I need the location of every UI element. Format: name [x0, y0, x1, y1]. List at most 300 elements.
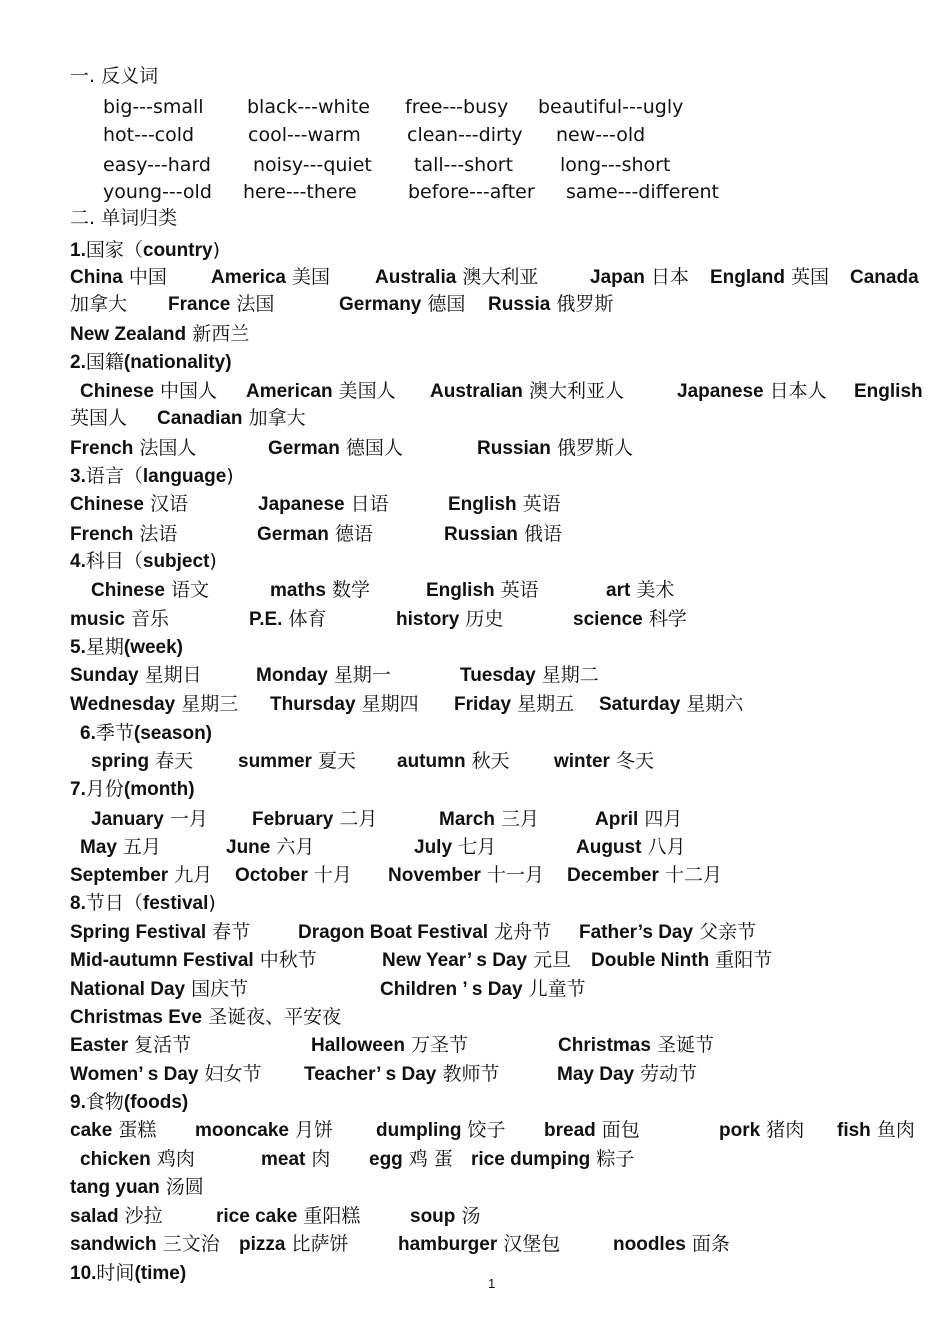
chinese-meaning: 德语 — [334, 523, 373, 545]
english-word: Tuesday — [460, 665, 536, 686]
chinese-meaning: 国庆节 — [191, 978, 249, 1000]
word-entry — [558, 1031, 714, 1060]
chinese-meaning: 八月 — [647, 836, 686, 858]
category-heading — [70, 236, 220, 265]
word-entry — [591, 946, 772, 975]
chinese-meaning: 蛋糕 — [118, 1119, 157, 1141]
chinese-meaning: 圣诞夜、平安夜 — [208, 1006, 342, 1028]
chinese-meaning: 月饼 — [295, 1119, 334, 1141]
word-entry — [426, 576, 539, 605]
english-word: French — [70, 524, 134, 545]
word-entry — [677, 377, 827, 406]
heading-english: (time) — [134, 1263, 187, 1284]
word-entry — [270, 690, 419, 719]
word-entry — [410, 1202, 480, 1231]
word-entry — [544, 1116, 640, 1145]
heading-chinese: ) — [209, 550, 217, 572]
chinese-meaning: 秋天 — [471, 750, 510, 772]
english-word: American — [246, 381, 333, 402]
word-entry — [70, 1060, 262, 1089]
chinese-meaning: 五月 — [123, 836, 162, 858]
word-entry — [311, 1031, 468, 1060]
word-entry — [70, 434, 196, 463]
chinese-meaning: 数学 — [332, 579, 371, 601]
english-word: Mid-autumn Festival — [70, 950, 254, 971]
word-entry — [854, 377, 923, 406]
english-word: rice dumping — [471, 1149, 591, 1170]
chinese-meaning: 春节 — [212, 921, 251, 943]
word-entry — [538, 93, 683, 121]
chinese-meaning: 历史 — [465, 608, 504, 630]
category-heading — [70, 1259, 186, 1288]
word-entry — [258, 490, 389, 519]
english-word: Japan — [590, 267, 645, 288]
chinese-meaning: 汤圆 — [165, 1176, 204, 1198]
chinese-meaning: 十月 — [313, 864, 352, 886]
english-word: salad — [70, 1206, 119, 1227]
word-entry — [70, 1003, 341, 1032]
chinese-meaning: 日语 — [350, 493, 389, 515]
english-word: Australian — [430, 381, 523, 402]
section-heading: hot---cold — [103, 124, 195, 146]
chinese-meaning: 英语 — [522, 493, 561, 515]
english-word: Father’s Day — [579, 922, 694, 943]
word-entry — [103, 178, 212, 206]
word-entry — [448, 490, 561, 519]
english-word: dumpling — [376, 1120, 462, 1141]
word-entry — [70, 1031, 191, 1060]
chinese-meaning: 三文治 — [162, 1233, 220, 1255]
section-heading: black---white — [247, 96, 370, 118]
chinese-meaning: 俄语 — [523, 523, 562, 545]
english-word: Russian — [444, 524, 518, 545]
english-word: hamburger — [398, 1234, 498, 1255]
word-entry — [70, 1230, 220, 1259]
chinese-meaning: 英国人 — [70, 407, 128, 429]
chinese-meaning: 汉堡包 — [503, 1233, 561, 1255]
english-word: meat — [261, 1149, 306, 1170]
chinese-meaning: 星期二 — [541, 664, 599, 686]
chinese-meaning: 美国 — [292, 266, 331, 288]
word-entry — [590, 263, 689, 292]
chinese-meaning: 一月 — [169, 808, 208, 830]
heading-english: subject — [142, 551, 210, 572]
chinese-meaning: 日本 — [650, 266, 689, 288]
english-word: Spring Festival — [70, 922, 207, 943]
section-heading: new---old — [556, 124, 646, 146]
word-entry — [239, 1230, 349, 1259]
chinese-meaning: 万圣节 — [411, 1034, 469, 1056]
heading-english: 1. — [70, 240, 86, 261]
english-word: March — [439, 809, 495, 830]
word-entry — [375, 263, 538, 292]
chinese-meaning: 英语 — [500, 579, 539, 601]
word-entry — [850, 263, 919, 292]
chinese-meaning: 澳大利亚人 — [528, 380, 624, 402]
section-heading: here---there — [243, 181, 357, 203]
page-number: 1 — [488, 1276, 496, 1291]
english-word: America — [211, 267, 286, 288]
chinese-meaning: 加拿大 — [248, 407, 306, 429]
english-word: autumn — [397, 751, 466, 772]
word-entry — [576, 833, 686, 862]
section-heading: 二. 单词归类 — [70, 207, 178, 229]
word-entry — [268, 434, 403, 463]
word-entry — [439, 805, 539, 834]
word-entry — [70, 490, 188, 519]
english-word: Wednesday — [70, 694, 176, 715]
chinese-meaning: 澳大利亚 — [462, 266, 539, 288]
word-entry — [70, 290, 127, 319]
chinese-meaning: 中国 — [128, 266, 167, 288]
chinese-meaning: 德国人 — [345, 437, 403, 459]
chinese-meaning: 教师节 — [442, 1063, 500, 1085]
english-word: Japanese — [677, 381, 764, 402]
english-word: winter — [554, 751, 610, 772]
heading-chinese: 食物 — [85, 1091, 124, 1113]
chinese-meaning: 妇女节 — [204, 1063, 262, 1085]
english-word: France — [168, 294, 231, 315]
word-entry — [235, 861, 352, 890]
english-word: Chinese — [91, 580, 165, 601]
chinese-meaning: 英国 — [791, 266, 830, 288]
heading-english: (month) — [123, 779, 195, 800]
chinese-meaning: 鸡 蛋 — [408, 1148, 453, 1170]
english-word: Sunday — [70, 665, 139, 686]
chinese-meaning: 九月 — [174, 864, 213, 886]
word-entry — [103, 151, 211, 179]
english-word: Halloween — [311, 1035, 405, 1056]
chinese-meaning: 语文 — [170, 579, 209, 601]
word-entry — [238, 747, 356, 776]
word-entry — [261, 1145, 330, 1174]
english-word: maths — [270, 580, 326, 601]
chinese-meaning: 六月 — [276, 836, 315, 858]
english-word: November — [388, 865, 481, 886]
word-entry — [298, 918, 551, 947]
english-word: French — [70, 438, 134, 459]
category-heading — [70, 775, 195, 804]
word-entry — [398, 1230, 560, 1259]
word-entry — [168, 290, 274, 319]
english-word: Germany — [339, 294, 422, 315]
word-entry — [70, 62, 158, 90]
word-entry — [414, 151, 513, 179]
english-word: sandwich — [70, 1234, 157, 1255]
chinese-meaning: 夏天 — [317, 750, 356, 772]
heading-english: 3. — [70, 466, 86, 487]
heading-english: (nationality) — [123, 352, 232, 373]
chinese-meaning: 法国 — [236, 293, 275, 315]
section-heading: tall---short — [414, 154, 514, 176]
chinese-meaning: 重阳节 — [715, 949, 773, 971]
word-entry — [304, 1060, 499, 1089]
chinese-meaning: 新西兰 — [192, 323, 250, 345]
english-word: Thursday — [270, 694, 356, 715]
word-entry — [248, 121, 361, 149]
word-entry — [70, 204, 177, 232]
word-entry — [599, 690, 743, 719]
chinese-meaning: 儿童节 — [528, 978, 586, 1000]
word-entry — [388, 861, 544, 890]
category-heading — [70, 889, 216, 918]
english-word: P.E. — [249, 609, 283, 630]
word-entry — [91, 747, 193, 776]
english-word: Canada — [850, 267, 919, 288]
english-word: Australia — [375, 267, 457, 288]
word-entry — [70, 520, 177, 549]
chinese-meaning: 四月 — [644, 808, 683, 830]
english-word: June — [226, 837, 271, 858]
english-word: English — [854, 381, 923, 402]
word-entry — [407, 121, 523, 149]
chinese-meaning: 面包 — [601, 1119, 640, 1141]
word-entry — [70, 975, 248, 1004]
heading-chinese: 国家（ — [85, 239, 143, 261]
english-word: Easter — [70, 1035, 129, 1056]
english-word: Saturday — [599, 694, 681, 715]
chinese-meaning: 星期五 — [517, 693, 575, 715]
chinese-meaning: 加拿大 — [70, 293, 128, 315]
word-entry — [70, 1173, 204, 1202]
heading-chinese: 国籍 — [85, 351, 124, 373]
word-entry — [70, 690, 238, 719]
chinese-meaning: 圣诞节 — [656, 1034, 714, 1056]
chinese-meaning: 星期三 — [181, 693, 239, 715]
english-word: summer — [238, 751, 312, 772]
english-word: art — [606, 580, 631, 601]
heading-english: 5. — [70, 637, 86, 658]
category-heading — [70, 633, 183, 662]
heading-chinese: 节日（ — [85, 892, 143, 914]
chinese-meaning: 十一月 — [486, 864, 544, 886]
word-entry — [270, 576, 370, 605]
chinese-meaning: 猪肉 — [766, 1119, 805, 1141]
english-word: England — [710, 267, 785, 288]
chinese-meaning: 星期四 — [361, 693, 419, 715]
word-entry — [256, 661, 391, 690]
word-entry — [369, 1145, 453, 1174]
heading-chinese: 时间 — [96, 1262, 135, 1284]
word-entry — [414, 833, 496, 862]
english-word: history — [396, 609, 460, 630]
word-entry — [397, 747, 510, 776]
word-entry — [91, 576, 209, 605]
english-word: Teacher’ s Day — [304, 1064, 437, 1085]
word-entry — [70, 263, 167, 292]
english-word: Chinese — [80, 381, 154, 402]
english-word: egg — [369, 1149, 403, 1170]
chinese-meaning: 体育 — [288, 608, 327, 630]
word-entry — [396, 605, 503, 634]
word-entry — [216, 1202, 360, 1231]
chinese-meaning: 美术 — [636, 579, 675, 601]
english-word: May — [80, 837, 117, 858]
heading-english: country — [142, 240, 213, 261]
chinese-meaning: 汤 — [461, 1205, 481, 1227]
word-entry — [70, 918, 250, 947]
chinese-meaning: 父亲节 — [699, 921, 757, 943]
word-entry — [477, 434, 633, 463]
english-word: September — [70, 865, 169, 886]
word-entry — [70, 404, 127, 433]
heading-english: (week) — [123, 637, 184, 658]
english-word: rice cake — [216, 1206, 298, 1227]
word-entry — [471, 1145, 634, 1174]
word-entry — [560, 151, 670, 179]
word-entry — [613, 1230, 730, 1259]
chinese-meaning: 饺子 — [467, 1119, 506, 1141]
english-word: National Day — [70, 979, 186, 1000]
heading-english: 8. — [70, 893, 86, 914]
english-word: mooncake — [195, 1120, 289, 1141]
heading-english: (foods) — [123, 1092, 189, 1113]
word-entry — [70, 1116, 156, 1145]
word-entry — [380, 975, 586, 1004]
category-heading — [70, 462, 234, 491]
chinese-meaning: 星期日 — [144, 664, 202, 686]
english-word: January — [91, 809, 164, 830]
chinese-meaning: 中秋节 — [259, 949, 317, 971]
english-word: Japanese — [258, 494, 345, 515]
word-entry — [408, 178, 535, 206]
chinese-meaning: 比萨饼 — [291, 1233, 349, 1255]
word-entry — [579, 918, 756, 947]
word-entry — [70, 946, 317, 975]
chinese-meaning: 星期一 — [333, 664, 391, 686]
english-word: July — [414, 837, 453, 858]
word-entry — [339, 290, 465, 319]
word-entry — [91, 805, 208, 834]
chinese-meaning: 法国人 — [139, 437, 197, 459]
section-heading: beautiful---ugly — [538, 96, 684, 118]
english-word: English — [426, 580, 495, 601]
word-entry — [226, 833, 314, 862]
english-word: music — [70, 609, 125, 630]
word-entry — [80, 833, 161, 862]
heading-english: 4. — [70, 551, 86, 572]
heading-english: language — [142, 466, 227, 487]
english-word: New Year’ s Day — [382, 950, 528, 971]
section-heading: cool---warm — [248, 124, 361, 146]
chinese-meaning: 龙舟节 — [494, 921, 552, 943]
word-entry — [70, 320, 249, 349]
chinese-meaning: 俄罗斯 — [556, 293, 614, 315]
word-entry — [195, 1116, 333, 1145]
chinese-meaning: 鸡肉 — [156, 1148, 195, 1170]
word-entry — [103, 121, 194, 149]
chinese-meaning: 星期六 — [686, 693, 744, 715]
english-word: tang yuan — [70, 1177, 160, 1198]
english-word: German — [257, 524, 329, 545]
word-entry — [573, 605, 687, 634]
chinese-meaning: 沙拉 — [124, 1205, 163, 1227]
heading-english: festival — [142, 893, 209, 914]
word-entry — [488, 290, 613, 319]
chinese-meaning: 三月 — [501, 808, 540, 830]
section-heading: big---small — [103, 96, 204, 118]
chinese-meaning: 冬天 — [616, 750, 655, 772]
chinese-meaning: 中国人 — [159, 380, 217, 402]
chinese-meaning: 日本人 — [769, 380, 827, 402]
english-word: Children ’ s Day — [380, 979, 523, 1000]
chinese-meaning: 春天 — [155, 750, 194, 772]
english-word: October — [235, 865, 308, 886]
word-entry — [243, 178, 357, 206]
section-heading: free---busy — [405, 96, 509, 118]
english-word: Chinese — [70, 494, 144, 515]
heading-english: (season) — [133, 723, 213, 744]
chinese-meaning: 劳动节 — [640, 1063, 698, 1085]
heading-chinese: ) — [226, 465, 234, 487]
word-entry — [557, 1060, 697, 1089]
word-entry — [376, 1116, 506, 1145]
section-heading: young---old — [103, 181, 212, 203]
heading-chinese: 科目（ — [85, 550, 143, 572]
word-entry — [430, 377, 624, 406]
word-entry — [103, 93, 204, 121]
word-entry — [556, 121, 645, 149]
word-entry — [211, 263, 330, 292]
english-word: Christmas — [558, 1035, 651, 1056]
english-word: fish — [837, 1120, 871, 1141]
chinese-meaning: 德国 — [427, 293, 466, 315]
word-entry — [252, 805, 377, 834]
word-entry — [567, 861, 722, 890]
word-entry — [253, 151, 372, 179]
english-word: China — [70, 267, 123, 288]
english-word: Canadian — [157, 408, 243, 429]
heading-chinese: 星期 — [85, 636, 124, 658]
heading-chinese: 语言（ — [85, 465, 143, 487]
word-entry — [257, 520, 373, 549]
section-heading: long---short — [560, 154, 671, 176]
chinese-meaning: 美国人 — [338, 380, 396, 402]
english-word: bread — [544, 1120, 596, 1141]
chinese-meaning: 重阳糕 — [303, 1205, 361, 1227]
chinese-meaning: 音乐 — [130, 608, 169, 630]
english-word: New Zealand — [70, 324, 187, 345]
word-entry — [710, 263, 829, 292]
heading-english: 9. — [70, 1092, 86, 1113]
english-word: German — [268, 438, 340, 459]
heading-chinese: 月份 — [85, 778, 124, 800]
heading-chinese: ) — [212, 239, 220, 261]
heading-english: 10. — [70, 1263, 97, 1284]
english-word: spring — [91, 751, 150, 772]
word-entry — [606, 576, 674, 605]
english-word: Russia — [488, 294, 551, 315]
section-heading: 一. 反义词 — [70, 65, 159, 87]
chinese-meaning: 俄罗斯人 — [556, 437, 633, 459]
chinese-meaning: 肉 — [311, 1148, 331, 1170]
heading-chinese: ) — [208, 892, 216, 914]
chinese-meaning: 面条 — [691, 1233, 730, 1255]
english-word: pizza — [239, 1234, 286, 1255]
word-entry — [80, 1145, 195, 1174]
chinese-meaning: 七月 — [458, 836, 497, 858]
category-heading — [70, 1088, 188, 1117]
english-word: Dragon Boat Festival — [298, 922, 489, 943]
section-heading: same---different — [566, 181, 720, 203]
heading-english: 2. — [70, 352, 86, 373]
chinese-meaning: 法语 — [139, 523, 178, 545]
english-word: May Day — [557, 1064, 635, 1085]
english-word: Double Ninth — [591, 950, 710, 971]
word-entry — [444, 520, 562, 549]
english-word: April — [595, 809, 639, 830]
english-word: English — [448, 494, 517, 515]
